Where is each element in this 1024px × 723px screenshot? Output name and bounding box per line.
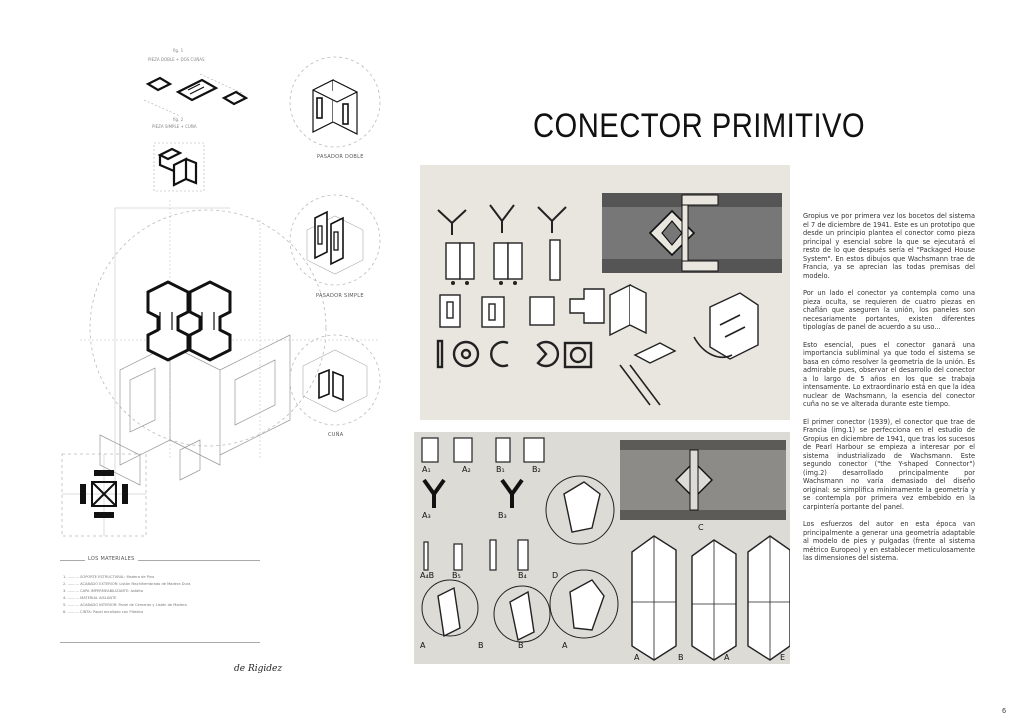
fig2-caption: PIEZA SIMPLE + CUÑA: [152, 124, 197, 129]
materials-list: [63, 574, 190, 616]
fig2-label: E: [780, 653, 786, 662]
left-drawing-panel: [0, 0, 420, 723]
material-row: 5. .......... ACABADO INTERIOR: Panel de Cemento y Listón de Madera: [63, 603, 187, 607]
material-row: 6. .......... CINTA: Papel enrollado con Plástico: [63, 610, 144, 614]
body-text-column: [803, 212, 975, 572]
fig2-label: A₁: [422, 465, 431, 474]
fig2-label: B₃: [498, 511, 507, 520]
circle-pasador-doble: [285, 52, 385, 152]
fig2-label: B₂: [532, 465, 541, 474]
page-number: 6: [1002, 708, 1006, 715]
label-pasador-simple: PASADOR SIMPLE: [316, 293, 364, 299]
circle-pasador-simple: [285, 190, 385, 290]
paragraph: El primer conector (1939), el conector que trae de Francia (img.1) se perfecciona en el estudio de Gropius en diciembre de 1941, que tras los sucesos de Pearl Harbour se empieza a interesar por el sistema industrializado de Wachsmann. Este segundo conector ("the Y-shaped Connector") (img.2) desarrollado principalmente por Wachsmann no varía demasiado del diseño original: se simplifica mínimamente la geometría y se contempla por primera vez embebido en la carpintería portante del panel.: [803, 417, 975, 511]
fig2-label: A: [562, 641, 568, 650]
fig2-label: C: [698, 523, 704, 532]
circle-cuna: [285, 330, 385, 430]
fig1-exploded-pieces: [140, 70, 250, 120]
image-2-y-shaped-connector: [414, 432, 790, 664]
materials-bottom-rule: [60, 642, 260, 643]
label-pasador-doble: PASADOR DOBLE: [317, 154, 364, 160]
material-row: 3. .......... CAPA IMPERMEABILIZANTE: Asfalto: [63, 589, 143, 593]
image-1-sketches: [420, 165, 790, 420]
connector-plan-box: [60, 452, 150, 540]
fig1-label: fig. 1: [173, 48, 184, 53]
fig2-label: B₅: [452, 571, 461, 580]
fig2-piece: [150, 135, 210, 195]
image-2-sketches: [414, 432, 790, 664]
fig1-caption: PIEZA DOBLE + DOS CUÑAS: [148, 57, 205, 62]
fig2-label: A: [420, 641, 426, 650]
fig2-label: B: [478, 641, 484, 650]
fig2-label: fig. 2: [173, 117, 184, 122]
signature: de Rigidez: [234, 664, 283, 674]
paragraph: Gropius ve por primera vez los bocetos del sistema el 7 de diciembre de 1941. Este es un prototipo que desde un principio plantea el conector como pieza principal y esencial sobre la que se ejecutará el resto de lo que después sería el "Packaged House System". En estos dibujos que Wachsmann trae de Francia, ya se aprecian las todas premisas del modelo.: [803, 212, 975, 280]
paragraph: Los esfuerzos del autor en esta época van principalmente a generar una geometría adaptable al modelo de pies y pulgadas (frente al sistema métrico Europeo) y en establecer meticulosamente las dimensiones del sistema.: [803, 520, 975, 562]
fig2-label: A: [634, 653, 640, 662]
page-title: CONECTOR PRIMITIVO: [533, 107, 866, 145]
fig2-label: B: [678, 653, 684, 662]
fig2-label: A: [724, 653, 730, 662]
fig2-label: D: [552, 571, 559, 580]
material-row: 2. .......... ACABADO EXTERIOR: Listón Machihembrado de Madera Dura: [63, 582, 191, 586]
material-row: 4. .......... MATERIAL AISLANTE: [63, 596, 117, 600]
image-1-connector-drawings: [420, 165, 790, 420]
fig2-label: B: [518, 641, 524, 650]
label-cuna: CUÑA: [328, 432, 344, 438]
material-row: 1. .......... SOPORTE ESTRUCTURAL: Madera de Pino: [63, 575, 155, 579]
fig2-label: A₄B: [420, 571, 435, 580]
materials-title: LOS MATERIALES: [85, 556, 138, 562]
paragraph: Esto esencial, pues el conector ganará una importancia subliminal ya que todo el sistema se basa en cómo resolver la geometría de la unión. Es admirable pues, observar el desarrollo del conector a lo largo de 5 años en los que se trabaja intensamente. Lo extraordinario está en que la idea nuclear de Wachsmann, la esencia del conector cuña no se ve alterada durante este tiempo.: [803, 340, 975, 408]
fig2-label: B₁: [496, 465, 505, 474]
fig2-label: B₄: [518, 571, 527, 580]
fig2-label: A₂: [462, 465, 471, 474]
paragraph: Por un lado el conector ya contempla como una pieza oculta, se requieren de cuatro piezas en chaflán que aseguren la unión, los paneles son necesariamente portantes, existen diferentes tipologías de panel de acuerdo a su uso...: [803, 289, 975, 331]
fig2-label: A₃: [422, 511, 431, 520]
